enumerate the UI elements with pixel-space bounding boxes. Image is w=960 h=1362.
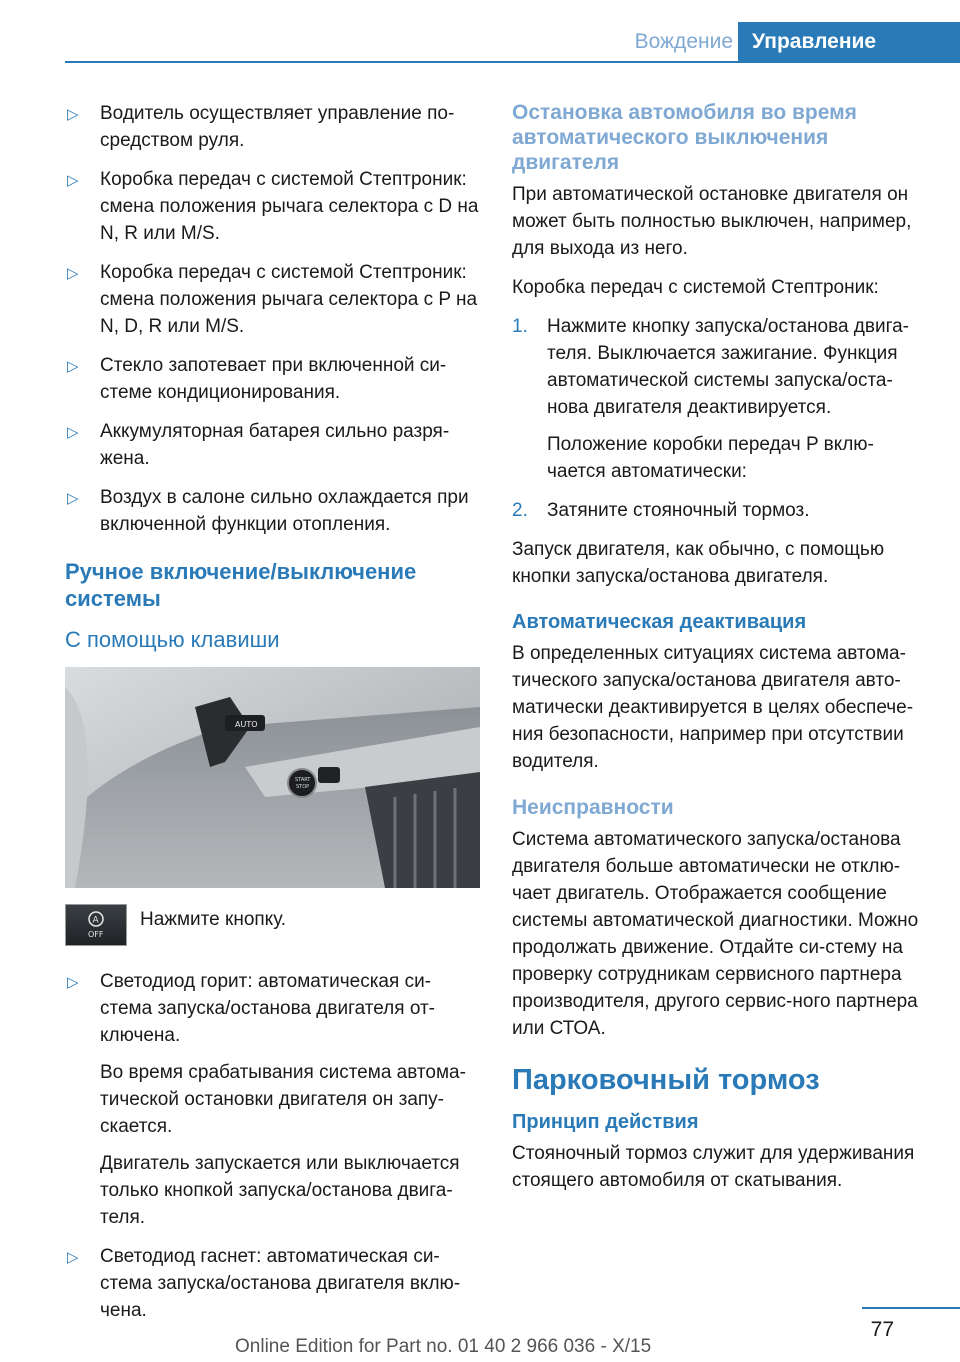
triangle-bullet-icon: ▷ — [67, 974, 79, 991]
subsection-heading: Неисправности — [512, 796, 674, 819]
list-item-text: Коробка передач с системой Стептроник: смена положения рычага селектора с P на N, D, R или M/S. — [100, 262, 478, 337]
page-number: 77 — [870, 1318, 894, 1341]
list-item-text: Водитель осуществляет управление по-средством руля. — [100, 103, 455, 151]
step-number: 1. — [512, 316, 528, 337]
numbered-step — [512, 313, 932, 485]
numbered-step — [512, 497, 932, 524]
start-label: START — [295, 777, 311, 783]
section-heading: Ручное включение/выключение системы — [65, 559, 417, 611]
list-item-text: Стекло запотевает при включенной си-стеме кондиционирования. — [100, 355, 447, 403]
list-item — [65, 1243, 480, 1324]
subsection-heading: Принцип действия — [512, 1111, 699, 1133]
press-button-text: Нажмите кнопку. — [140, 909, 287, 930]
header-section-title: Вождение — [634, 30, 733, 53]
triangle-bullet-icon: ▷ — [67, 1249, 79, 1266]
triangle-bullet-icon: ▷ — [67, 265, 79, 282]
paragraph: В определенных ситуациях система автома-тического запуска/останова двигателя авто-матически деактивируется в целях обеспече-ния безопасности, например при отсутствии водителя. — [512, 643, 914, 772]
list-item — [65, 166, 480, 247]
right-column — [512, 100, 932, 1206]
auto-start-stop-off-button-icon — [65, 904, 127, 946]
step-note: Положение коробки передач P вклю-чается автоматически: — [547, 434, 874, 482]
dashboard-photo — [65, 667, 480, 888]
off-label: OFF — [88, 930, 104, 939]
list-item-text: Воздух в салоне сильно охлаждается при включенной функции отопления. — [100, 487, 469, 535]
auto-label: AUTO — [235, 720, 258, 729]
header-rule — [65, 61, 960, 63]
header-chapter-tab: Управление — [738, 22, 960, 62]
paragraph: Запуск двигателя, как обычно, с помощью кнопки запуска/останова двигателя. — [512, 539, 885, 587]
button-hint-row — [65, 904, 480, 956]
list-item-text: Светодиод гаснет: автоматическая си-стема запуска/останова двигателя вклю-чена. — [100, 1246, 461, 1321]
chapter-heading: Парковочный тормоз — [512, 1064, 820, 1096]
paragraph: Коробка передач с системой Стептроник: — [512, 277, 879, 298]
list-item-text: Аккумуляторная батарея сильно разря-жена. — [100, 421, 450, 469]
triangle-bullet-icon: ▷ — [67, 172, 79, 189]
triangle-bullet-icon: ▷ — [67, 106, 79, 123]
triangle-bullet-icon: ▷ — [67, 424, 79, 441]
list-item-text: Коробка передач с системой Стептроник: смена положения рычага селектора с D на N, R или M/S. — [100, 169, 479, 244]
list-item — [65, 259, 480, 340]
step-text: Затяните стояночный тормоз. — [547, 500, 810, 521]
subsection-heading: Автоматическая деактивация — [512, 611, 807, 633]
subsection-heading: Остановка автомобиля во время автоматического выключения двигателя — [512, 101, 857, 174]
paragraph: Система автоматического запуска/останова двигателя больше автоматически не отклю-чает двигатель. Отображается сообщение системы автоматической диагностики. Можно продолжать движение. Отдайте си-стему на проверку сотрудникам сервисного партнера производителя, другого сервис-ного партнера или СТОА. — [512, 829, 919, 1039]
stop-label: STOP — [296, 784, 310, 790]
list-item — [65, 418, 480, 472]
step-text: Нажмите кнопку запуска/останова двига-теля. Выключается зажигание. Функция автоматической системы запуска/оста-нова двигателя деактивируется. — [547, 316, 910, 418]
list-item — [65, 484, 480, 538]
edition-footer: Online Edition for Part no. 01 40 2 966 036 - X/15 — [235, 1336, 652, 1357]
list-item-text: Светодиод горит: автоматическая си-стема запуска/останова двигателя от-ключена. — [100, 971, 436, 1046]
list-item-text: Двигатель запускается или выключается только кнопкой запуска/останова двига-теля. — [100, 1153, 460, 1228]
list-item — [65, 352, 480, 406]
subsection-heading: С помощью клавиши — [65, 627, 280, 652]
step-number: 2. — [512, 500, 528, 521]
list-item — [65, 100, 480, 154]
paragraph: Стояночный тормоз служит для удерживания стоящего автомобиля от скатывания. — [512, 1143, 915, 1191]
footer-rule — [862, 1307, 960, 1309]
svg-text:A: A — [92, 915, 99, 926]
triangle-bullet-icon: ▷ — [67, 358, 79, 375]
list-item — [65, 968, 480, 1231]
list-item-text: Во время срабатывания система автома-тической остановки двигателя он запу-скается. — [100, 1062, 466, 1137]
dashboard-illustration — [65, 667, 480, 888]
left-column — [65, 100, 480, 1336]
paragraph: При автоматической остановке двигателя он может быть полностью выключен, например, для выхода из него. — [512, 184, 912, 259]
triangle-bullet-icon: ▷ — [67, 490, 79, 507]
